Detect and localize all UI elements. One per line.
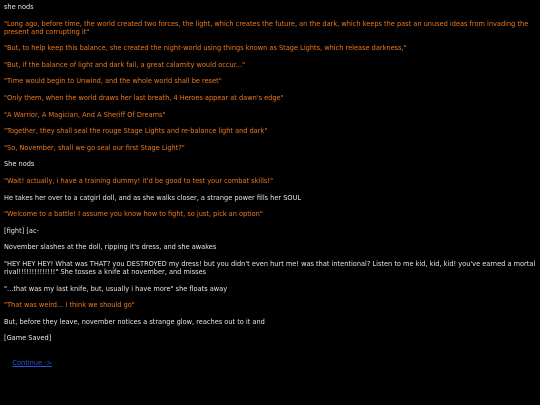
log-line: "That was weird... I think we should go": [4, 301, 135, 310]
log-line: [fight] [ac-: [4, 226, 39, 235]
log-line: "...that was my last knife, but, usually i have more" she floats away: [4, 284, 228, 293]
log-line: "But, if the balance of light and dark fail, a great calamity would occur...": [4, 60, 246, 69]
log-line: "HEY HEY HEY! What was THAT? you DESTROYED my dress! but you didn't even hurt me! was that intentional? Listen to me kid, kid, kid! you've earned a mortal rival!!!!!!!!!!!!!!" She tosses a knife at november, and misses: [4, 259, 538, 276]
continue-link[interactable]: Continue ->: [12, 358, 53, 367]
log-line: "But, to help keep this balance, she created the night-world using things known as Stage Lights, which release darkness,": [4, 44, 407, 53]
log-line: "A Warrior, A Magician, And A Sheriff Of Dreams": [4, 110, 166, 119]
log-line: November slashes at the doll, ripping it's dress, and she awakes: [4, 243, 217, 252]
continue-row: [4, 351, 536, 375]
log-line: She nods: [4, 160, 35, 169]
log-line: she nods: [4, 3, 34, 11]
log-line: He takes her over to a catgirl doll, and as she walks closer, a strange power fills her SOUL: [4, 193, 302, 202]
log-line: "Welcome to a battle! I assume you know how to fight, so just, pick an option": [4, 210, 263, 219]
log-line: "Time would begin to Unwind, and the whole world shall be reset": [4, 77, 222, 86]
log-line: "Only them, when the world draws her last breath, 4 Heroes appear at dawn's edge": [4, 93, 284, 102]
log-line: "Wait! actually, i have a training dummy! it'd be good to test your combat skills!": [4, 176, 274, 185]
log-line: "So, November, shall we go seal our first Stage Light?": [4, 143, 185, 152]
log-line: "Long ago, before time, the world created two forces, the light, which creates the future, an the dark, which keeps the past an unused ideas from invading the present and corrupting it": [4, 19, 531, 36]
log-line: But, before they leave, november notices a strange glow, reaches out to it and: [4, 317, 265, 326]
log-line: "Together, they shall seal the rouge Stage Lights and re-balance light and dark": [4, 127, 268, 136]
game-saved-notice: [Game Saved]: [4, 334, 52, 343]
